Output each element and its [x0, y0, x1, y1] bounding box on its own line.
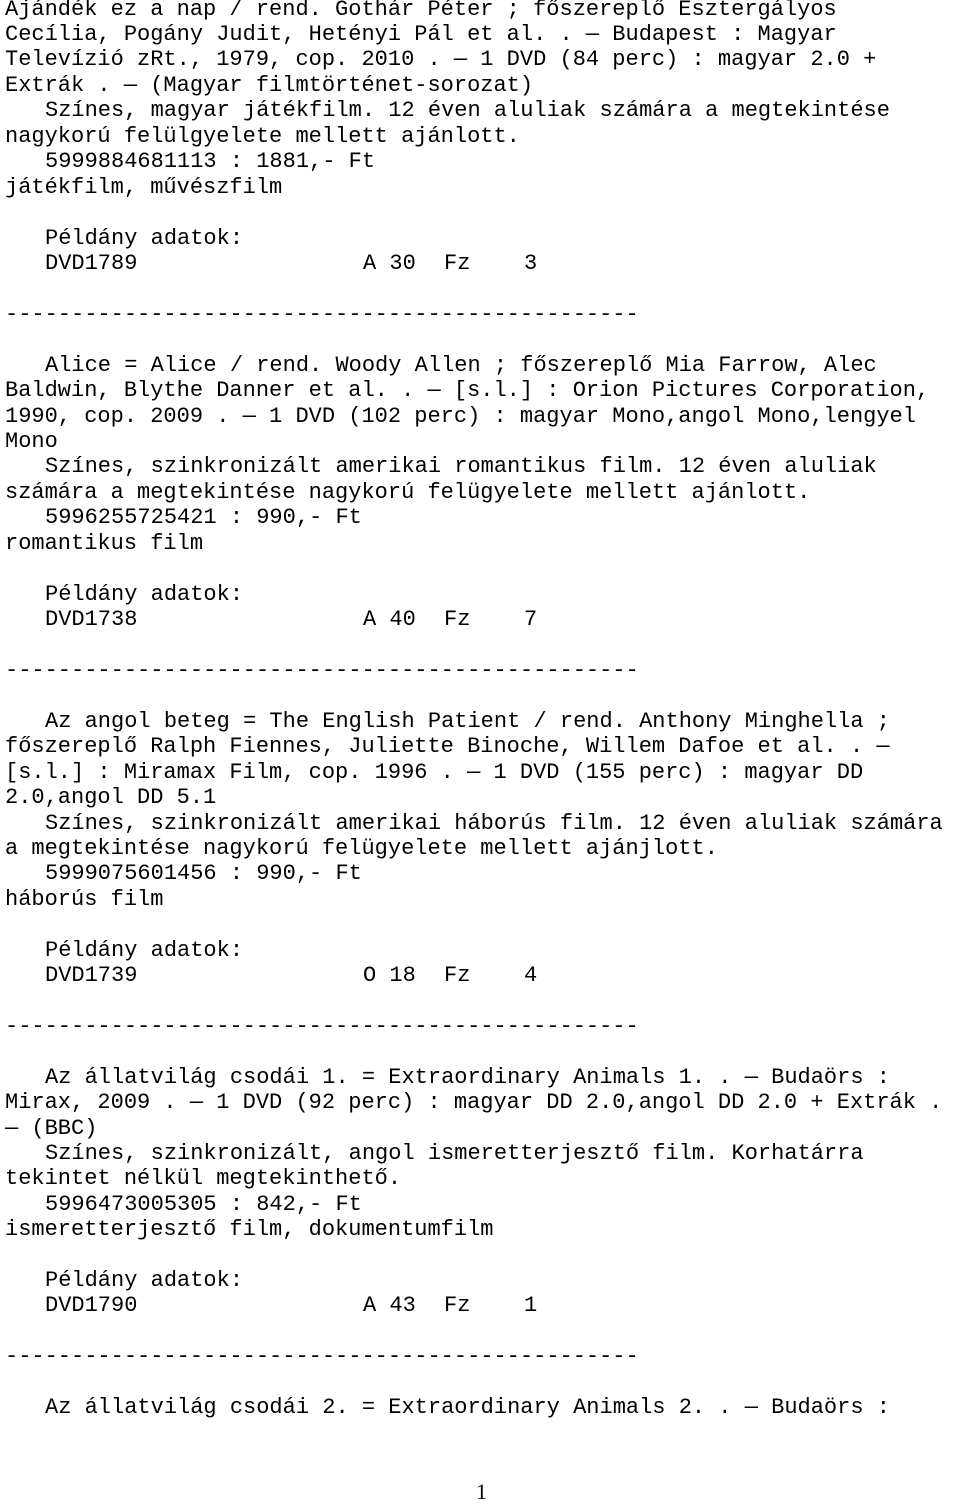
entry-isbn-price: 5996255725421 : 990,- Ft [45, 505, 362, 530]
copy-location: O 18 [363, 963, 416, 988]
entry-imprint-line: [s.l.] : Miramax Film, cop. 1996 . — 1 DVD (155 perc) : magyar DD [5, 760, 864, 785]
copy-data-label: Példány adatok: [45, 1268, 244, 1293]
copy-data-label: Példány adatok: [45, 582, 244, 607]
entry-imprint-line: Baldwin, Blythe Danner et al. . — [s.l.] : Orion Pictures Corporation, [5, 378, 930, 403]
copy-count: 7 [524, 607, 538, 632]
separator: ------------------------------------------------ [5, 302, 639, 327]
entry-title-line: Az állatvilág csodái 2. = Extraordinary Animals 2. . — Budaörs : [45, 1395, 890, 1420]
entry-imprint-line: — (BBC) [5, 1116, 98, 1141]
entry-title-line: Az állatvilág csodái 1. = Extraordinary Animals 1. . — Budaörs : [45, 1065, 890, 1090]
entry-genre: ismeretterjesztő film, dokumentumfilm [5, 1217, 494, 1242]
copy-id: DVD1739 [45, 963, 138, 988]
entry-imprint-line: 1990, cop. 2009 . — 1 DVD (102 perc) : magyar Mono,angol Mono,lengyel [5, 404, 916, 429]
entry-title-line: Ajándék ez a nap / rend. Gothár Péter ; főszereplő Esztergályos [5, 0, 837, 22]
entry-description-line: nagykorú felülgyelete mellett ajánlott. [5, 124, 520, 149]
copy-count: 4 [524, 963, 538, 988]
entry-imprint-line: Cecília, Pogány Judit, Hetényi Pál et al. . — Budapest : Magyar [5, 22, 837, 47]
copy-id: DVD1789 [45, 251, 138, 276]
copy-id: DVD1738 [45, 607, 138, 632]
copy-location: A 40 [363, 607, 416, 632]
entry-isbn-price: 5999075601456 : 990,- Ft [45, 861, 362, 886]
entry-genre: romantikus film [5, 531, 204, 556]
entry-description-line: Színes, szinkronizált amerikai háborús film. 12 éven aluliak számára [45, 811, 943, 836]
copy-type: Fz [444, 251, 471, 276]
entry-description-line: Színes, szinkronizált amerikai romantikus film. 12 éven aluliak [45, 454, 877, 479]
entry-description-line: számára a megtekintése nagykorú felügyelete mellett ajánlott. [5, 480, 811, 505]
copy-type: Fz [444, 963, 471, 988]
copy-location: A 30 [363, 251, 416, 276]
entry-imprint-line: Televízió zRt., 1979, cop. 2010 . — 1 DVD (84 perc) : magyar 2.0 + [5, 47, 877, 72]
copy-count: 3 [524, 251, 538, 276]
copy-type: Fz [444, 1293, 471, 1318]
copy-data-label: Példány adatok: [45, 226, 244, 251]
entry-isbn-price: 5996473005305 : 842,- Ft [45, 1192, 362, 1217]
entry-description-line: a megtekintése nagykorú felügyelete mellett ajánjlott. [5, 836, 718, 861]
entry-imprint-line: Mirax, 2009 . — 1 DVD (92 perc) : magyar DD 2.0,angol DD 2.0 + Extrák . [5, 1090, 943, 1115]
entry-genre: háborús film [5, 887, 164, 912]
separator: ------------------------------------------------ [5, 658, 639, 683]
copy-count: 1 [524, 1293, 538, 1318]
separator: ------------------------------------------------ [5, 1344, 639, 1369]
copy-type: Fz [444, 607, 471, 632]
entry-genre: játékfilm, művészfilm [5, 175, 283, 200]
copy-id: DVD1790 [45, 1293, 138, 1318]
entry-description-line: tekintet nélkül megtekinthető. [5, 1166, 402, 1191]
entry-imprint-line: Extrák . — (Magyar filmtörténet-sorozat) [5, 73, 534, 98]
entry-description-line: Színes, szinkronizált, angol ismeretterjesztő film. Korhatárra [45, 1141, 864, 1166]
entry-imprint-line: főszereplő Ralph Fiennes, Juliette Binoche, Willem Dafoe et al. . — [5, 734, 890, 759]
copy-location: A 43 [363, 1293, 416, 1318]
entry-title-line: Alice = Alice / rend. Woody Allen ; főszereplő Mia Farrow, Alec [45, 353, 877, 378]
separator: ------------------------------------------------ [5, 1014, 639, 1039]
entry-imprint-line: 2.0,angol DD 5.1 [5, 785, 217, 810]
entry-title-line: Az angol beteg = The English Patient / rend. Anthony Minghella ; [45, 709, 890, 734]
entry-isbn-price: 5999884681113 : 1881,- Ft [45, 149, 376, 174]
entry-imprint-line: Mono [5, 429, 58, 454]
entry-description-line: Színes, magyar játékfilm. 12 éven aluliak számára a megtekintése [45, 98, 890, 123]
page-number: 1 [476, 1479, 487, 1504]
copy-data-label: Példány adatok: [45, 938, 244, 963]
